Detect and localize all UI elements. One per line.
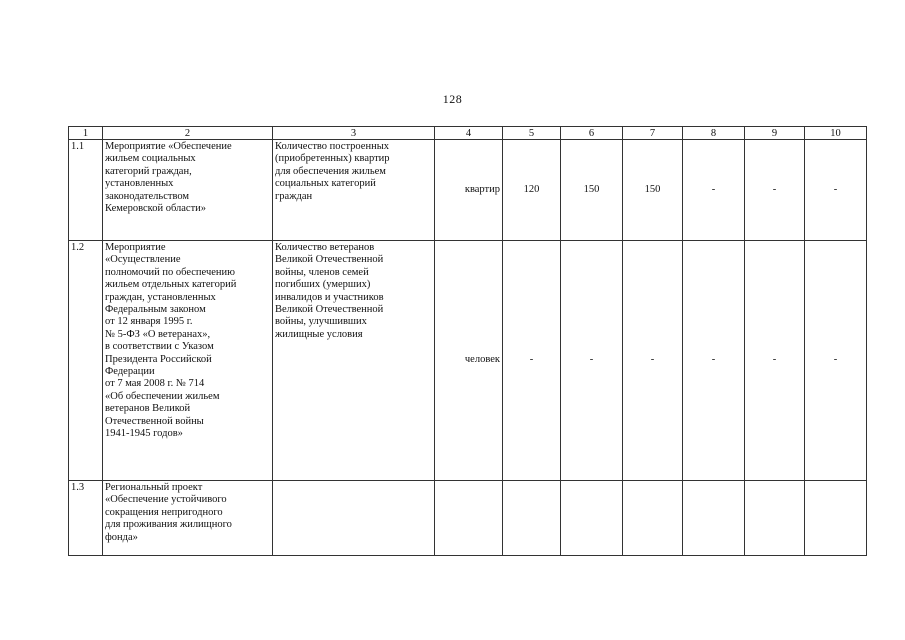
event-cell: Мероприятие «Осуществление полномочий по обеспечению жильем отдельных категорий граждан, установленных Федеральным законом от 12 января 1995 г. № 5-ФЗ «О ветеранах», в соответствии с Указом Президента Российской Федерации от 7 мая 2008 г. № 714 «Об обеспечении жильем ветеранов Великой Отечественной войны 1941-1945 годов»	[103, 241, 273, 481]
value-col-6: -	[561, 241, 623, 481]
event-cell: Мероприятие «Обеспечение жильем социальных категорий граждан, установленных законодательством Кемеровской области»	[103, 140, 273, 241]
header-col-6: 6	[561, 127, 623, 140]
header-col-3: 3	[273, 127, 435, 140]
header-col-4: 4	[435, 127, 503, 140]
value-col-5	[503, 481, 561, 556]
unit-cell: человек	[435, 241, 503, 481]
value-col-6: 150	[561, 140, 623, 241]
unit-cell: квартир	[435, 140, 503, 241]
indicator-cell: Количество ветеранов Великой Отечественной войны, членов семей погибших (умерших) инвалидов и участников Великой Отечественной войны, улучшивших жилищные условия	[273, 241, 435, 481]
value-col-10: -	[805, 140, 867, 241]
table-row	[69, 241, 867, 481]
value-col-9: -	[745, 140, 805, 241]
row-number: 1.2	[69, 241, 103, 481]
value-col-8	[683, 481, 745, 556]
indicators-table	[68, 126, 867, 556]
value-col-8: -	[683, 241, 745, 481]
value-col-10: -	[805, 241, 867, 481]
value-col-7	[623, 481, 683, 556]
header-col-8: 8	[683, 127, 745, 140]
row-number: 1.1	[69, 140, 103, 241]
indicator-cell: Количество построенных (приобретенных) квартир для обеспечения жильем социальных категорий граждан	[273, 140, 435, 241]
value-col-10	[805, 481, 867, 556]
page-number: 128	[442, 92, 463, 106]
value-col-5: -	[503, 241, 561, 481]
table-row	[69, 481, 867, 556]
row-number: 1.3	[69, 481, 103, 556]
value-col-7: -	[623, 241, 683, 481]
header-col-1: 1	[69, 127, 103, 140]
header-col-5: 5	[503, 127, 561, 140]
value-col-5: 120	[503, 140, 561, 241]
header-col-9: 9	[745, 127, 805, 140]
value-col-9: -	[745, 241, 805, 481]
value-col-9	[745, 481, 805, 556]
value-col-7: 150	[623, 140, 683, 241]
header-col-7: 7	[623, 127, 683, 140]
header-col-10: 10	[805, 127, 867, 140]
header-row	[69, 127, 867, 140]
unit-cell	[435, 481, 503, 556]
value-col-8: -	[683, 140, 745, 241]
header-col-2: 2	[103, 127, 273, 140]
event-cell: Региональный проект «Обеспечение устойчивого сокращения непригодного для проживания жилищного фонда»	[103, 481, 273, 556]
value-col-6	[561, 481, 623, 556]
table-row	[69, 140, 867, 241]
indicator-cell	[273, 481, 435, 556]
